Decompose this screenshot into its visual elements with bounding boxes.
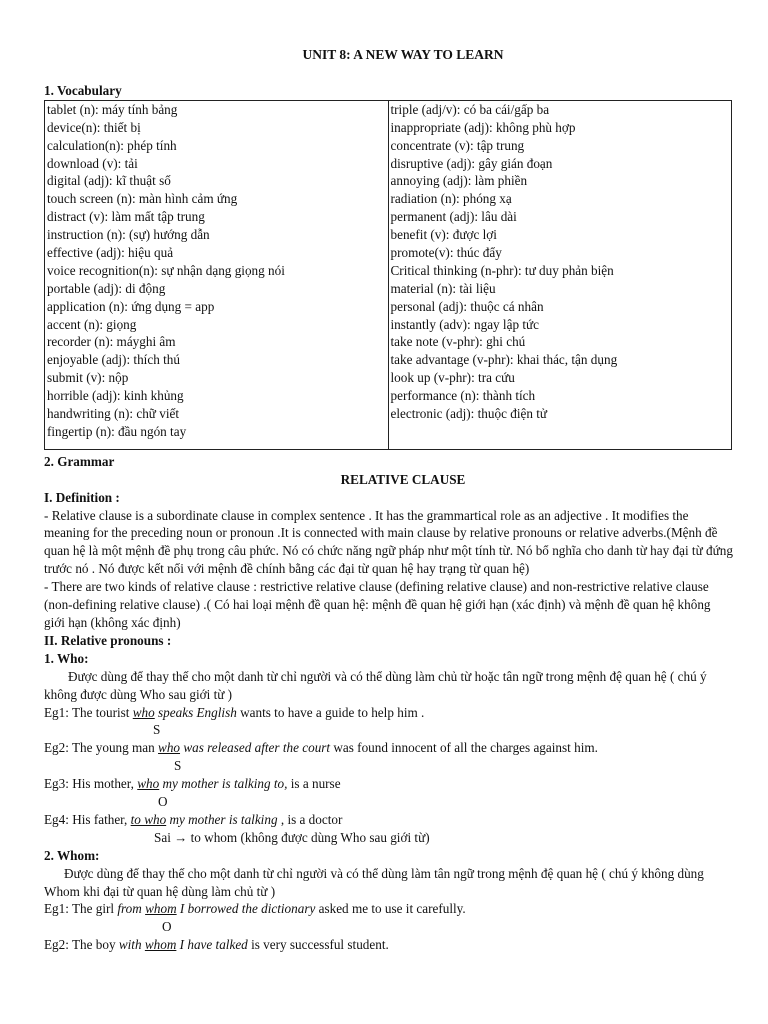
vocabulary-table [44,100,732,450]
example-prefix: Eg4: His father, [44,811,131,827]
vocabulary-entry: enjoyable (adj): thích thú [47,352,180,368]
relative-clause-text: I have talked [176,937,248,953]
grammar-heading: 2. Grammar [44,453,115,469]
relative-clause-text: I borrowed the dictionary [176,901,316,917]
definition-paragraph-1: - Relative clause is a subordinate clause in complex sentence . It has the grammartical role as an adjective . It modifies the meaning for the preceding noun or pronoun .It is connected with main clause by relative pronouns or relative adverbs.(Mệnh đề quan hệ là một mệnh đề phụ trong câu phức. Nó có chức năng ngữ pháp như một tính từ. Nó bổ nghĩa cho danh từ hay đại từ đứng trước nó . Nó được kết nối với mệnh đề chính bằng các đại từ quan hệ hay trạng từ quan hệ) [44,507,733,577]
vocabulary-entry: personal (adj): thuộc cá nhân [390,298,544,314]
example-prefix: Eg1: The tourist [44,704,133,720]
vocabulary-entry: instantly (adv): ngay lập tức [390,316,540,332]
definition-heading: I. Definition : [44,489,120,505]
whom-heading: 2. Whom: [44,847,100,863]
example-prefix: Eg2: The boy [44,937,119,953]
vocabulary-heading: 1. Vocabulary [44,83,122,98]
relative-clause-text: speaks English [154,704,237,720]
vocabulary-entry: triple (adj/v): có ba cái/gấp ba [390,101,550,117]
vocabulary-entry: radiation (n): phóng xạ [390,191,512,207]
vocabulary-entry: take advantage (v-phr): khai thác, tận dụng [390,352,618,368]
vocabulary-entry: recorder (n): máyghi âm [47,334,176,350]
vocabulary-entry: download (v): tải [47,155,138,171]
vocabulary-entry: promote(v): thúc đẩy [390,245,502,261]
who-example-3 [44,775,734,793]
example-rest: is a nurse [287,776,341,792]
whom-example-1-role-mark: O [162,919,172,935]
vocabulary-entry: annoying (adj): làm phiền [390,173,528,189]
vocabulary-column-left [45,100,389,449]
vocabulary-column-right [388,100,732,449]
vocabulary-entry: instruction (n): (sự) hướng dẫn [47,227,210,243]
who-heading: 1. Who: [44,650,89,666]
example-rest: was found innocent of all the charges against him. [330,740,598,756]
vocabulary-entry: permanent (adj): lâu dài [390,209,517,225]
relative-clause-text: my mother is talking [166,811,278,827]
who-example-3-role-mark: O [158,794,168,810]
vocabulary-entry: material (n): tài liệu [390,280,496,296]
preposition: from [117,901,146,917]
example-prefix: Eg1: The girl [44,901,118,917]
vocabulary-entry: portable (adj): di động [47,280,166,296]
vocabulary-entry: electronic (adj): thuộc điện tử [390,406,548,422]
example-rest: is very successful student. [247,937,389,953]
vocabulary-entry: effective (adj): hiệu quả [47,245,174,261]
vocabulary-entry: disruptive (adj): gây gián đoạn [390,155,553,171]
definition-paragraph-2: - There are two kinds of relative clause : restrictive relative clause (defining relative clause) and non-restrictive relative clause (non-defining relative clause) .( Có hai loại mệnh đề quan hệ: mệnh đề quan hệ giới hạn (xác định) và mệnh đề quan hệ không giới hạn (không xác định) [44,579,711,630]
vocabulary-entry: distract (v): làm mất tập trung [47,209,205,225]
who-description-text: Được dùng để thay thế cho một danh từ chỉ người và có thể dùng làm chủ từ hoặc tân ngữ trong mệnh đệ quan hệ ( chú ý không được dùng Who sau giới từ ) [44,668,707,702]
vocabulary-entry: inappropriate (adj): không phù hợp [390,119,576,135]
vocabulary-entry: touch screen (n): màn hình cảm ứng [47,191,238,207]
example-rest: , is a doctor [277,811,343,827]
whom-example-2 [44,936,734,954]
vocabulary-entry: submit (v): nộp [47,370,129,386]
unit-title: UNIT 8: A NEW WAY TO LEARN [302,47,504,62]
relative-pronoun: whom [145,901,177,917]
who-example-2-role-mark: S [174,758,182,774]
preposition: with [118,937,145,953]
whom-description-text: Được dùng để thay thế cho một danh từ chỉ người và có thể dùng làm tân ngữ trong mệnh đệ quan hệ ( chú ý không dùng Whom khi đại từ quan hệ dùng làm chủ từ ) [44,865,704,899]
who-example-4 [44,811,734,829]
vocabulary-entry: device(n): thiết bị [47,119,141,135]
vocabulary-entry: voice recognition(n): sự nhận dạng giọng nói [47,262,285,278]
vocabulary-entry: digital (adj): kĩ thuật số [47,173,171,189]
who-example-1 [44,704,734,722]
vocabulary-entry: benefit (v): được lợi [390,227,497,243]
vocabulary-entry: accent (n): giọng [47,316,137,332]
who-description [44,668,734,704]
who-example-4-correction-note: Sai → to whom (không được dùng Who sau giới từ) [154,829,430,845]
who-example-2 [44,739,734,757]
relative-pronoun: who [132,704,155,720]
vocabulary-entry: calculation(n): phép tính [47,137,177,153]
relative-pronouns-heading: II. Relative pronouns : [44,632,172,648]
vocabulary-entry: take note (v-phr): ghi chú [390,334,526,350]
document-page [44,46,734,954]
vocabulary-entry: performance (n): thành tích [390,388,536,404]
relative-clause-text: my mother is talking to, [159,776,288,792]
relative-pronoun: whom [144,937,177,953]
vocabulary-entry: tablet (n): máy tính bảng [47,101,178,117]
vocabulary-entry: handwriting (n): chữ viết [47,406,180,422]
vocabulary-entry: look up (v-phr): tra cứu [390,370,515,386]
relative-clause-title: RELATIVE CLAUSE [340,471,466,487]
example-prefix: Eg2: The young man [44,740,159,756]
relative-clause-text: was released after the court [180,740,331,756]
whom-description [44,865,734,901]
relative-pronoun: who [158,740,181,756]
vocabulary-entry: concentrate (v): tập trung [390,137,525,153]
vocabulary-entry: application (n): ứng dụng = app [47,298,215,314]
vocabulary-entry: fingertip (n): đầu ngón tay [47,423,187,439]
relative-pronoun: who [137,776,160,792]
relative-pronoun: to who [130,811,167,827]
vocabulary-entry: Critical thinking (n-phr): tư duy phản biện [390,262,614,278]
whom-example-1 [44,900,734,918]
example-prefix: Eg3: His mother, [44,776,138,792]
who-example-1-role-mark: S [153,722,161,738]
example-rest: asked me to use it carefully. [315,901,466,917]
example-rest: wants to have a guide to help him . [236,704,425,720]
vocabulary-entry: horrible (adj): kinh khủng [47,388,184,404]
